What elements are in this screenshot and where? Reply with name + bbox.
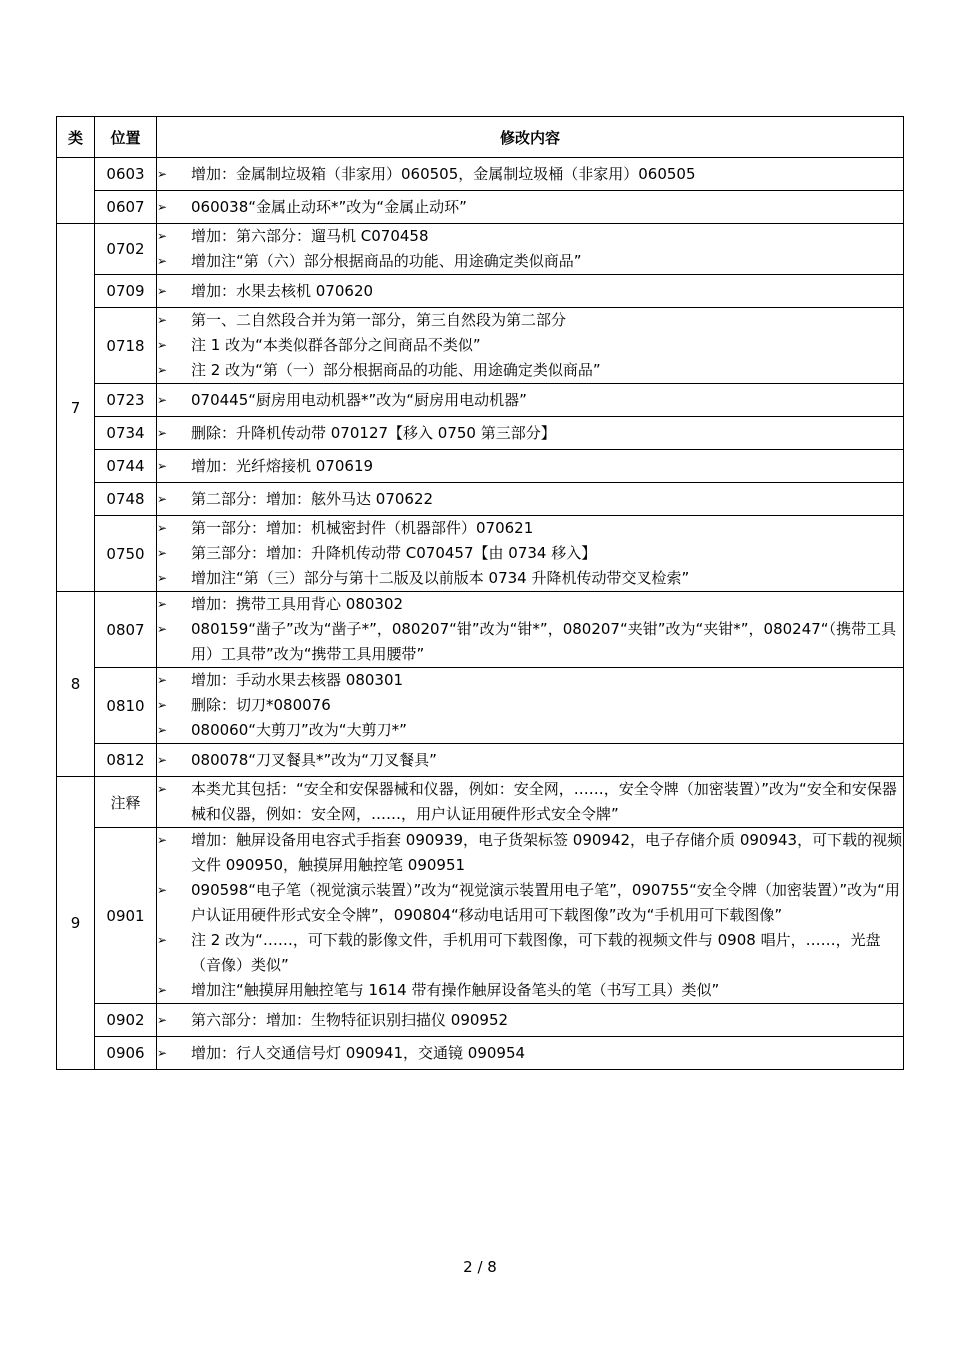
position-code: 0901 [95,828,157,1004]
table-row [57,668,904,744]
class-number: 8 [57,592,95,777]
change-item-text: 删除：切刀*080076 [191,696,331,714]
table-row [57,158,904,191]
change-item-text: 删除：升降机传动带 070127【移入 0750 第三部分】 [191,423,556,442]
arrow-bullet-icon: ➢ [157,229,168,243]
table-row [57,384,904,417]
table-row [57,483,904,516]
change-item [157,162,903,187]
change-item-text: 增加注“第（六）部分根据商品的功能、用途确定类似商品” [191,252,582,270]
change-item [157,668,903,693]
change-item [157,308,903,333]
change-item-text: 本类尤其包括：“安全和安保器械和仪器，例如：安全网，……，安全令牌（加密装置）”改为“安全和安保器械和仪器，例如：安全网，……，用户认证用硬件形式安全令牌” [191,780,897,823]
table-row [57,308,904,384]
arrow-bullet-icon: ➢ [157,1012,168,1027]
arrow-bullet-icon: ➢ [157,546,168,560]
change-content [157,668,904,744]
arrow-bullet-icon: ➢ [157,723,168,737]
change-item-text: 增加：光纤熔接机 070619 [191,456,374,475]
arrow-bullet-icon: ➢ [157,622,168,636]
arrow-bullet-icon: ➢ [157,983,168,997]
change-item [157,249,903,274]
change-item-text: 注 1 改为“本类似群各部分之间商品不类似” [191,336,481,354]
change-item [157,1008,903,1033]
position-code: 0902 [95,1004,157,1037]
arrow-bullet-icon: ➢ [157,571,168,585]
arrow-bullet-icon: ➢ [157,673,168,687]
position-code: 0702 [95,224,157,275]
change-item [157,828,903,878]
arrow-bullet-icon: ➢ [157,363,168,377]
arrow-bullet-icon: ➢ [157,425,168,440]
change-item [157,454,903,479]
change-item [157,487,903,512]
arrow-bullet-icon: ➢ [157,166,168,181]
change-content [157,777,904,828]
position-code: 0607 [95,191,157,224]
change-item-text: 增加：行人交通信号灯 090941，交通镜 090954 [191,1043,526,1062]
change-content [157,1037,904,1070]
table-body [57,158,904,1070]
change-item-text: 增加：触屏设备用电容式手指套 090939，电子货架标签 090942，电子存储介质 090943，可下载的视频文件 090950，触摸屏用触控笔 090951 [191,831,903,874]
arrow-bullet-icon: ➢ [157,199,168,214]
table-row [57,592,904,668]
header-position: 位置 [95,117,157,158]
position-code: 0810 [95,668,157,744]
change-item [157,978,903,1003]
change-content [157,483,904,516]
change-item [157,718,903,743]
position-code: 0718 [95,308,157,384]
position-code: 0603 [95,158,157,191]
change-item [157,358,903,383]
change-item [157,279,903,304]
header-row [57,117,904,158]
change-item-text: 注 2 改为“……，可下载的影像文件，手机用可下载图像，可下载的视频文件与 0908 唱片，……，光盘（音像）类似” [191,931,881,974]
table-row [57,417,904,450]
arrow-bullet-icon: ➢ [157,1045,168,1060]
arrow-bullet-icon: ➢ [157,491,168,506]
position-code: 0807 [95,592,157,668]
change-item [157,516,903,541]
arrow-bullet-icon: ➢ [157,752,168,767]
arrow-bullet-icon: ➢ [157,933,168,947]
arrow-bullet-icon: ➢ [157,597,168,611]
change-item [157,617,903,667]
table-row [57,191,904,224]
change-item [157,195,903,220]
position-code: 0812 [95,744,157,777]
header-class: 类 [57,117,95,158]
page-number: 2 / 8 [463,1258,497,1276]
arrow-bullet-icon: ➢ [157,833,168,847]
change-item-text: 060038“金属止动环*”改为“金属止动环” [191,197,467,216]
change-item-text: 增加：第六部分：遛马机 C070458 [191,227,429,245]
change-item-text: 增加注“触摸屏用触控笔与 1614 带有操作触屏设备笔头的笔（书写工具）类似” [191,981,720,999]
change-item [157,333,903,358]
position-code: 0734 [95,417,157,450]
change-item-text: 增加：手动水果去核器 080301 [191,671,404,689]
arrow-bullet-icon: ➢ [157,458,168,473]
table-row [57,275,904,308]
table-row [57,1037,904,1070]
change-item [157,928,903,978]
arrow-bullet-icon: ➢ [157,883,168,897]
change-content [157,158,904,191]
revision-table [56,116,904,1070]
change-content [157,275,904,308]
position-code: 0906 [95,1037,157,1070]
change-item-text: 第三部分：增加：升降机传动带 C070457【由 0734 移入】 [191,544,597,562]
change-item [157,878,903,928]
change-item [157,224,903,249]
arrow-bullet-icon: ➢ [157,313,168,327]
arrow-bullet-icon: ➢ [157,782,168,796]
table-row [57,516,904,592]
change-content [157,592,904,668]
arrow-bullet-icon: ➢ [157,338,168,352]
class-number [57,158,95,224]
change-content [157,828,904,1004]
change-item [157,566,903,591]
change-content [157,744,904,777]
arrow-bullet-icon: ➢ [157,698,168,712]
arrow-bullet-icon: ➢ [157,283,168,298]
change-item-text: 第一、二自然段合并为第一部分，第三自然段为第二部分 [191,311,567,329]
change-content [157,516,904,592]
change-item [157,777,903,827]
header-content: 修改内容 [157,117,904,158]
change-item-text: 增加注“第（三）部分与第十二版及以前版本 0734 升降机传动带交叉检索” [191,569,690,587]
table-row [57,450,904,483]
change-item-text: 第一部分：增加：机械密封件（机器部件）070621 [191,519,534,537]
table-row [57,1004,904,1037]
change-item-text: 080078“刀叉餐具*”改为“刀叉餐具” [191,750,437,769]
position-code: 0723 [95,384,157,417]
change-item-text: 070445“厨房用电动机器*”改为“厨房用电动机器” [191,390,527,409]
table-row [57,224,904,275]
change-item-text: 090598“电子笔（视觉演示装置）”改为“视觉演示装置用电子笔”，090755“安全令牌（加密装置）”改为“用户认证用硬件形式安全令牌”，090804“移动电话用可下载图像”改为“手机用可下载图像” [191,881,900,924]
arrow-bullet-icon: ➢ [157,254,168,268]
change-content [157,450,904,483]
change-item-text: 增加：金属制垃圾箱（非家用）060505，金属制垃圾桶（非家用）060505 [191,164,696,183]
change-content [157,1004,904,1037]
change-item [157,541,903,566]
position-code: 0709 [95,275,157,308]
change-item-text: 080159“凿子”改为“凿子*”，080207“钳”改为“钳*”，080207“夹钳”改为“夹钳*”，080247“（携带工具用）工具带”改为“携带工具用腰带” [191,620,897,663]
change-item [157,421,903,446]
change-item-text: 增加：携带工具用背心 080302 [191,595,404,613]
position-code: 0750 [95,516,157,592]
position-code: 0744 [95,450,157,483]
change-item-text: 080060“大剪刀”改为“大剪刀*” [191,721,407,739]
position-code: 注释 [95,777,157,828]
change-content [157,308,904,384]
change-item [157,748,903,773]
arrow-bullet-icon: ➢ [157,521,168,535]
change-content [157,384,904,417]
table-row [57,828,904,1004]
table-row [57,777,904,828]
class-number: 7 [57,224,95,592]
change-item-text: 第六部分：增加：生物特征识别扫描仪 090952 [191,1010,509,1029]
change-content [157,224,904,275]
table-row [57,744,904,777]
arrow-bullet-icon: ➢ [157,392,168,407]
class-number: 9 [57,777,95,1070]
change-item [157,1041,903,1066]
change-item [157,388,903,413]
change-content [157,417,904,450]
position-code: 0748 [95,483,157,516]
change-item-text: 增加：水果去核机 070620 [191,281,374,300]
change-item [157,693,903,718]
change-content [157,191,904,224]
change-item [157,592,903,617]
change-item-text: 第二部分：增加：舷外马达 070622 [191,489,434,508]
change-item-text: 注 2 改为“第（一）部分根据商品的功能、用途确定类似商品” [191,361,601,379]
